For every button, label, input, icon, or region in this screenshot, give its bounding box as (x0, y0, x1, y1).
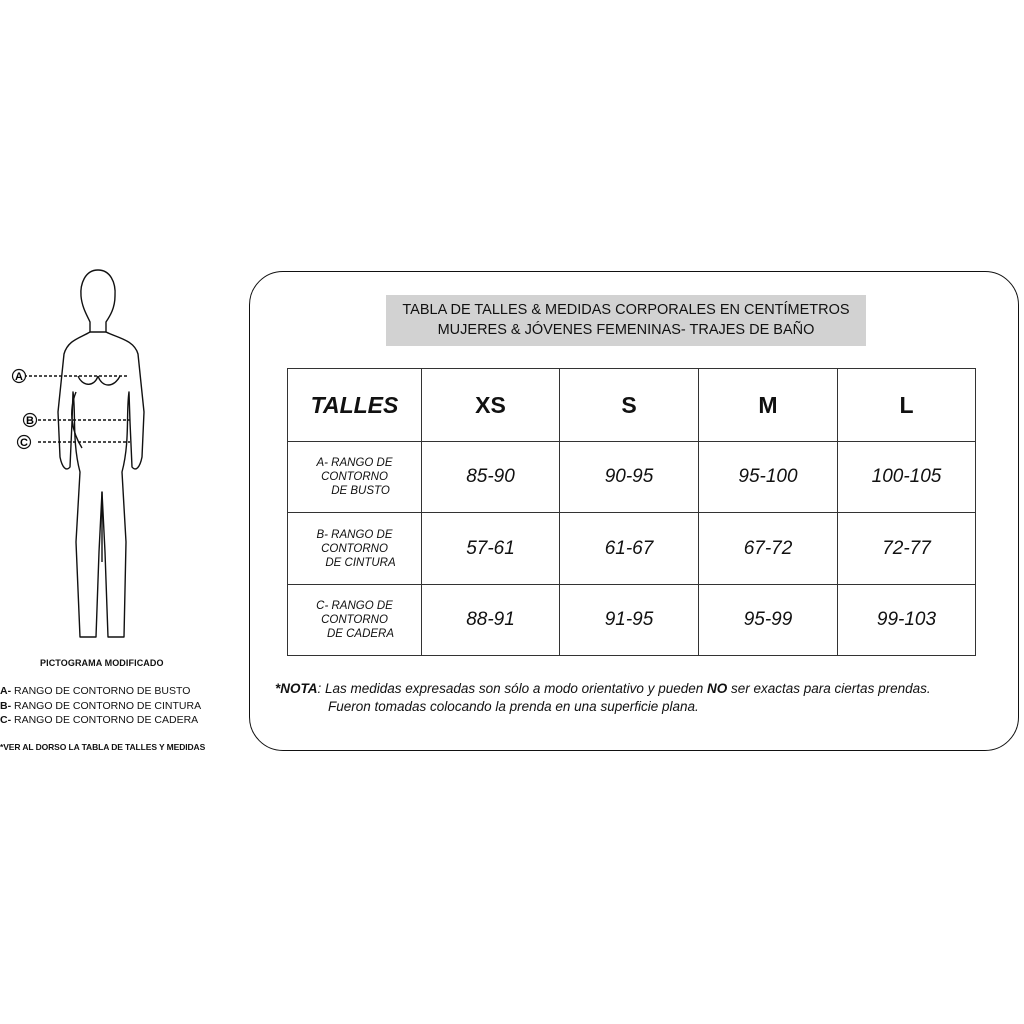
marker-c-letter: C (20, 437, 28, 449)
chart-title (386, 295, 866, 346)
table-cell: 88-91 (422, 584, 560, 655)
size-table (287, 368, 976, 656)
legend-item-c (0, 713, 201, 728)
disclaimer-note (275, 680, 931, 716)
note-text: : Las medidas expresadas son sólo a modo orientativo y pueden (317, 681, 707, 696)
table-cell: 95-99 (699, 584, 838, 655)
pictogram-footnote: *VER AL DORSO LA TABLA DE TALLES Y MEDIDAS (0, 742, 206, 752)
table-row (288, 513, 976, 584)
row-label-line1: C- RANGO DE CONTORNO (316, 599, 393, 626)
note-text: ser exactas para ciertas prendas. (727, 681, 931, 696)
table-cell: 61-67 (560, 513, 699, 584)
body-pictogram (10, 262, 185, 652)
chart-title-line2: MUJERES & JÓVENES FEMENINAS- TRAJES DE BAÑO (437, 322, 815, 338)
legend-text: RANGO DE CONTORNO DE CINTURA (11, 699, 202, 712)
row-label-line1: B- RANGO DE CONTORNO (316, 528, 393, 555)
table-cell: 91-95 (560, 584, 699, 655)
head-outline (81, 270, 115, 332)
table-cell: 85-90 (422, 442, 560, 513)
note-line1 (275, 681, 931, 696)
chart-title-line1: TABLA DE TALLES & MEDIDAS CORPORALES EN CENTÍMETROS (402, 302, 850, 318)
legend-letter: A- (0, 685, 12, 697)
row-label-line2: DE CINTURA (325, 556, 396, 569)
row-label-line2: DE BUSTO (331, 485, 390, 498)
legend-item-a (0, 684, 201, 699)
marker-b (24, 414, 37, 428)
table-cell: 90-95 (560, 442, 699, 513)
legend-letter: B- (0, 699, 12, 712)
marker-a (13, 370, 26, 384)
row-label (288, 442, 422, 513)
row-label (288, 584, 422, 655)
pictogram-legend (0, 684, 201, 728)
header-talles: TALLES (288, 369, 422, 442)
legend-text: RANGO DE CONTORNO DE BUSTO (11, 685, 191, 697)
note-line2: Fueron tomadas colocando la prenda en una superficie plana. (328, 699, 699, 714)
table-row (288, 442, 976, 513)
note-prefix: *NOTA (275, 681, 318, 696)
marker-b-letter: B (26, 415, 34, 427)
table-cell: 57-61 (422, 513, 560, 584)
marker-c (18, 436, 31, 450)
legend-letter: C- (0, 714, 12, 726)
legend-text: RANGO DE CONTORNO DE CADERA (11, 714, 199, 726)
header-size-m: M (699, 369, 838, 442)
row-label-line2: DE CADERA (326, 627, 395, 640)
legend-item-b (0, 699, 201, 714)
table-cell: 100-105 (838, 442, 976, 513)
table-header-row (288, 369, 976, 442)
header-size-s: S (560, 369, 699, 442)
header-size-xs: XS (422, 369, 560, 442)
table-cell: 99-103 (838, 584, 976, 655)
table-cell: 67-72 (699, 513, 838, 584)
row-label-line1: A- RANGO DE CONTORNO (316, 457, 393, 484)
marker-a-letter: A (15, 371, 23, 383)
body-outline (58, 332, 144, 637)
note-emphasis: NO (707, 681, 728, 696)
header-size-l: L (838, 369, 976, 442)
table-row (288, 584, 976, 655)
table-cell: 95-100 (699, 442, 838, 513)
pictogram-caption: PICTOGRAMA MODIFICADO (40, 658, 164, 668)
table-cell: 72-77 (838, 513, 976, 584)
row-label (288, 513, 422, 584)
